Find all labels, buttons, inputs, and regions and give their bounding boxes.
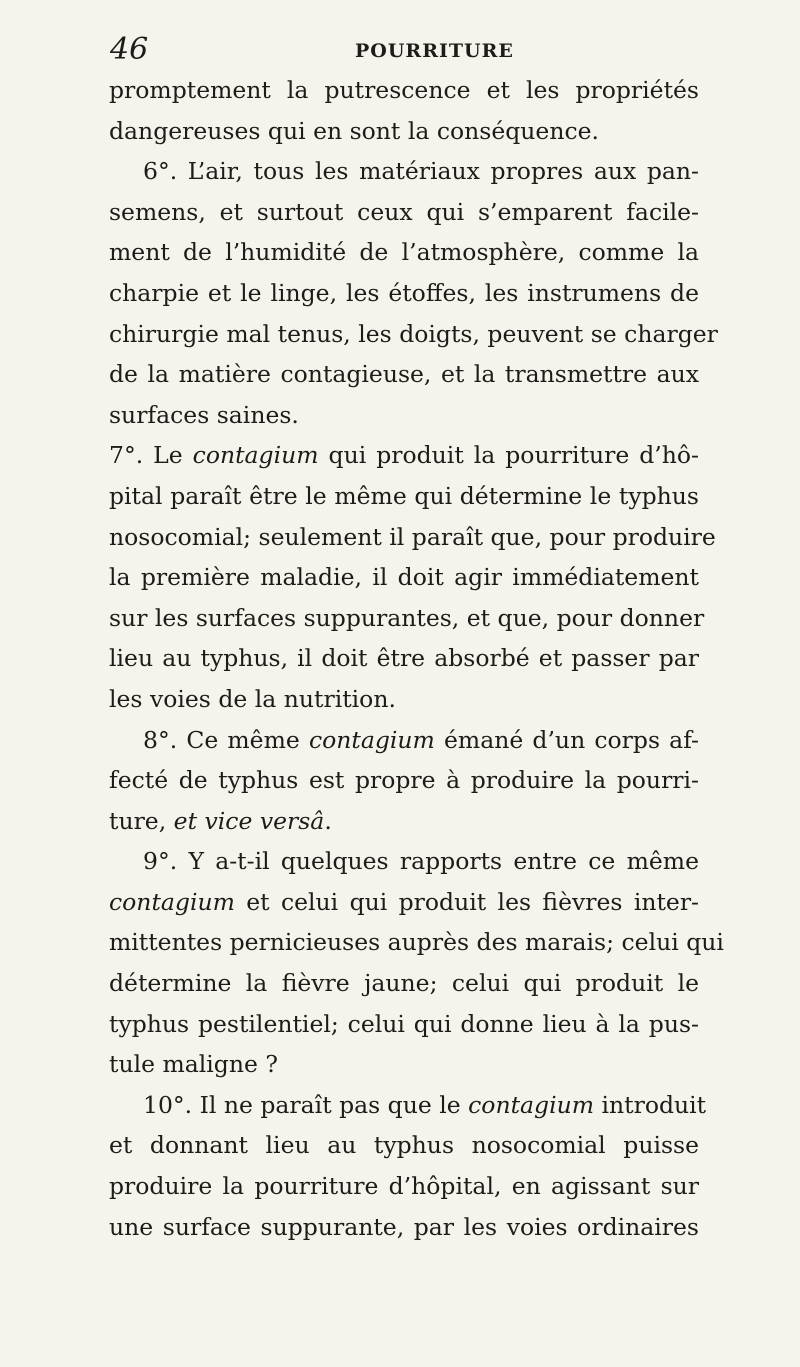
text-line: produire la pourriture d’hôpital, en agissant sur bbox=[109, 1172, 699, 1201]
text-line: une surface suppurante, par les voies ordinaires bbox=[109, 1212, 699, 1241]
text-line: lieu au typhus, il doit être absorbé et passer par bbox=[109, 644, 699, 673]
text-line: nosocomial; seulement il paraît que, pour produire bbox=[109, 522, 716, 551]
page-number: 46 bbox=[110, 32, 149, 67]
text-line: de la matière contagieuse, et la transmettre aux bbox=[109, 360, 699, 389]
page-header bbox=[110, 30, 690, 70]
text-line: la première maladie, il doit agir immédiatement bbox=[109, 563, 699, 592]
text-line: 10°. Il ne paraît pas que le contagium introduit bbox=[143, 1090, 707, 1119]
text-line: chirurgie mal tenus, les doigts, peuvent se charger bbox=[109, 319, 718, 348]
text-line: et donnant lieu au typhus nosocomial puisse bbox=[109, 1131, 699, 1160]
text-line: détermine la fièvre jaune; celui qui produit le bbox=[109, 969, 699, 998]
text-line: charpie et le linge, les étoffes, les instrumens de bbox=[109, 278, 699, 307]
text-line: les voies de la nutrition. bbox=[109, 684, 396, 713]
text-line: pital paraît être le même qui détermine le typhus bbox=[109, 481, 699, 510]
text-line: ment de l’humidité de l’atmosphère, comme la bbox=[109, 238, 699, 267]
text-line: 6°. L’air, tous les matériaux propres aux pan- bbox=[143, 157, 699, 186]
text-line: contagium et celui qui produit les fièvres inter- bbox=[109, 887, 699, 916]
text-line: fecté de typhus est propre à produire la pourri- bbox=[109, 766, 699, 795]
text-line: dangereuses qui en sont la conséquence. bbox=[109, 116, 600, 145]
text-line: 7°. Le contagium qui produit la pourriture d’hô- bbox=[109, 441, 700, 470]
text-line: 8°. Ce même contagium émané d’un corps af- bbox=[143, 725, 699, 754]
body-text bbox=[109, 70, 724, 1247]
text-line: surfaces saines. bbox=[109, 400, 299, 429]
text-line: semens, et surtout ceux qui s’emparent facile- bbox=[109, 197, 699, 226]
text-line: promptement la putrescence et les propriétés bbox=[109, 76, 699, 104]
text-line: 9°. Y a-t-il quelques rapports entre ce même bbox=[143, 847, 699, 876]
text-line: mittentes pernicieuses auprès des marais; celui qui bbox=[109, 928, 724, 957]
running-head: POURRITURE bbox=[355, 40, 514, 62]
text-line: ture, et vice versâ. bbox=[109, 806, 332, 835]
text-line: typhus pestilentiel; celui qui donne lieu à la pus- bbox=[109, 1009, 699, 1038]
text-line: sur les surfaces suppurantes, et que, pour donner bbox=[109, 603, 705, 632]
text-line: tule maligne ? bbox=[109, 1050, 278, 1079]
